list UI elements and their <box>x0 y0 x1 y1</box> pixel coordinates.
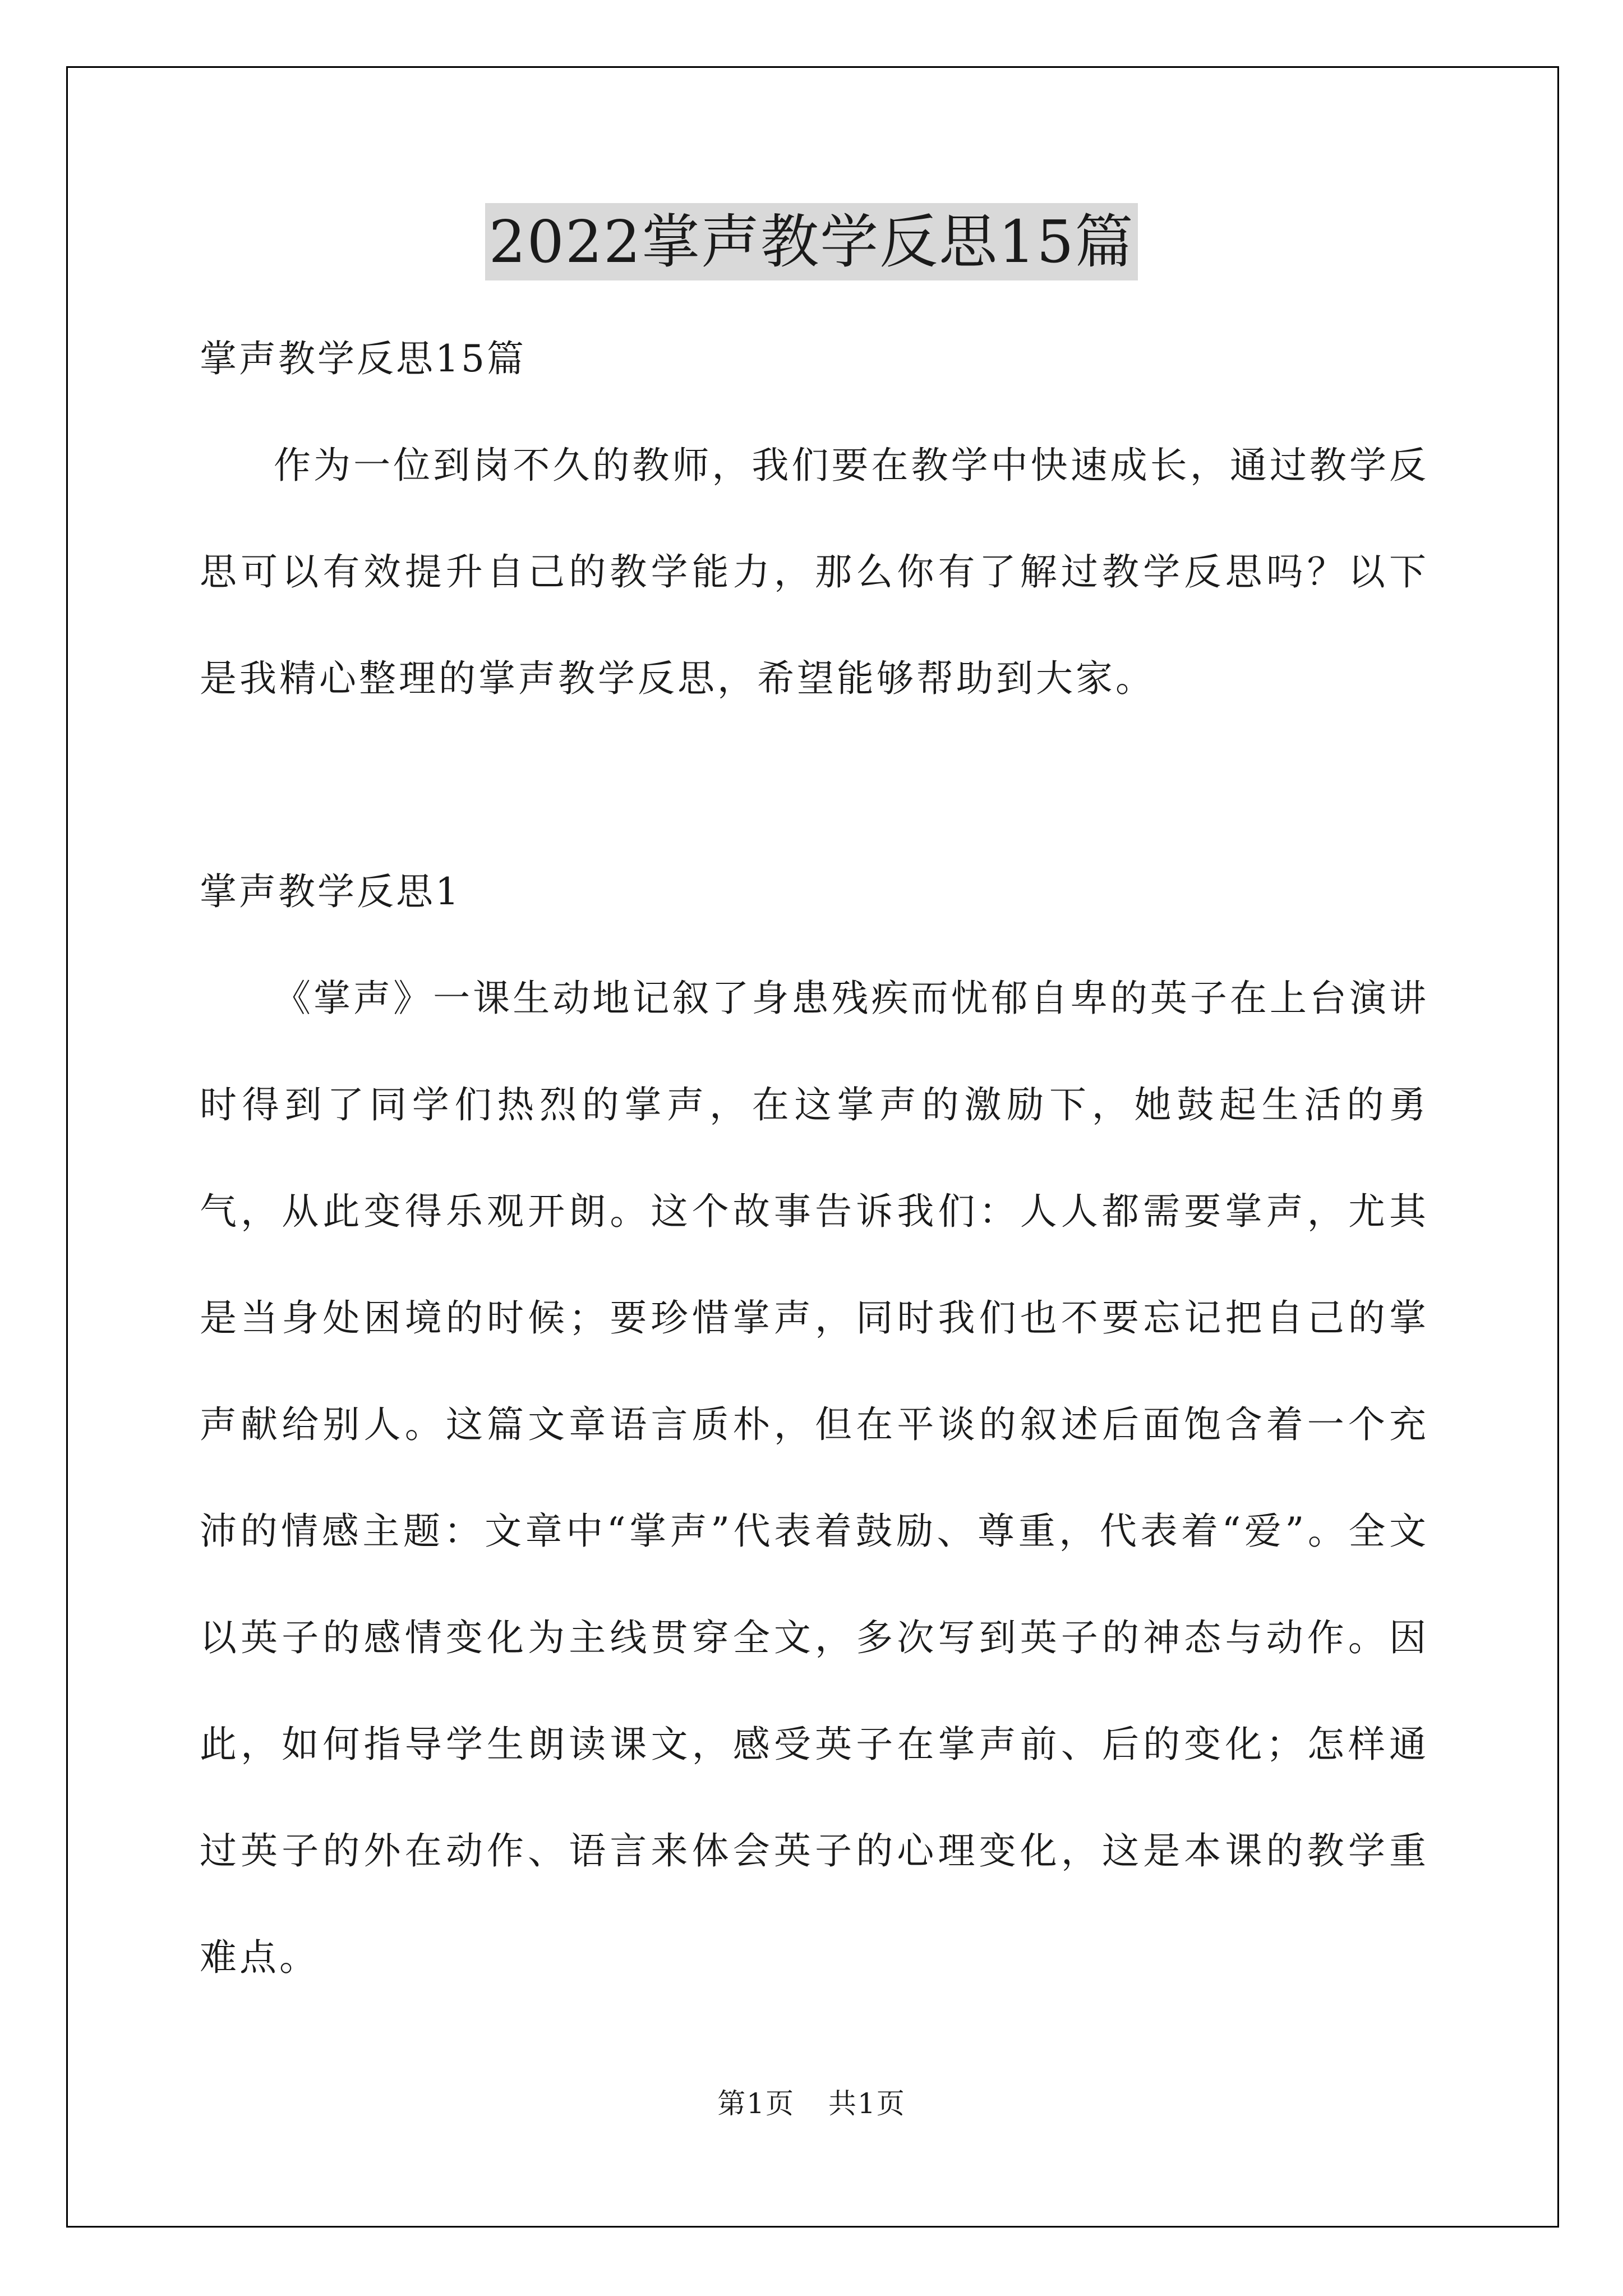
section-heading: 掌声教学反思1 <box>200 870 461 913</box>
page-number: 第1页 <box>717 2087 795 2120</box>
document-subtitle: 掌声教学反思15篇 <box>200 337 526 380</box>
page-footer <box>0 2087 1623 2120</box>
title-container <box>0 203 1623 280</box>
page-total: 共1页 <box>828 2087 906 2120</box>
document-body <box>200 306 1429 2011</box>
document-title: 2022掌声教学反思15篇 <box>485 203 1137 280</box>
intro-paragraph: 作为一位到岗不久的教师，我们要在教学中快速成长，通过教学反思可以有效提升自己的教学能力，那么你有了解过教学反思吗？以下是我精心整理的掌声教学反思，希望能够帮助到大家。 <box>200 444 1429 700</box>
section-paragraph: 《掌声》一课生动地记叙了身患残疾而忧郁自卑的英子在上台演讲时得到了同学们热烈的掌声，在这掌声的激励下，她鼓起生活的勇气，从此变得乐观开朗。这个故事告诉我们：人人都需要掌声，尤其是当身处困境的时候；要珍惜掌声，同时我们也不要忘记把自己的掌声献给别人。这篇文章语言质朴，但在平谈的叙述后面饱含着一个充沛的情感主题：文章中“掌声”代表着鼓励、尊重，代表着“爱”。全文以英子的感情变化为主线贯穿全文，多次写到英子的神态与动作。因此，如何指导学生朗读课文，感受英子在掌声前、后的变化；怎样通过英子的外在动作、语言来体会英子的心理变化，这是本课的教学重难点。 <box>200 977 1429 1979</box>
